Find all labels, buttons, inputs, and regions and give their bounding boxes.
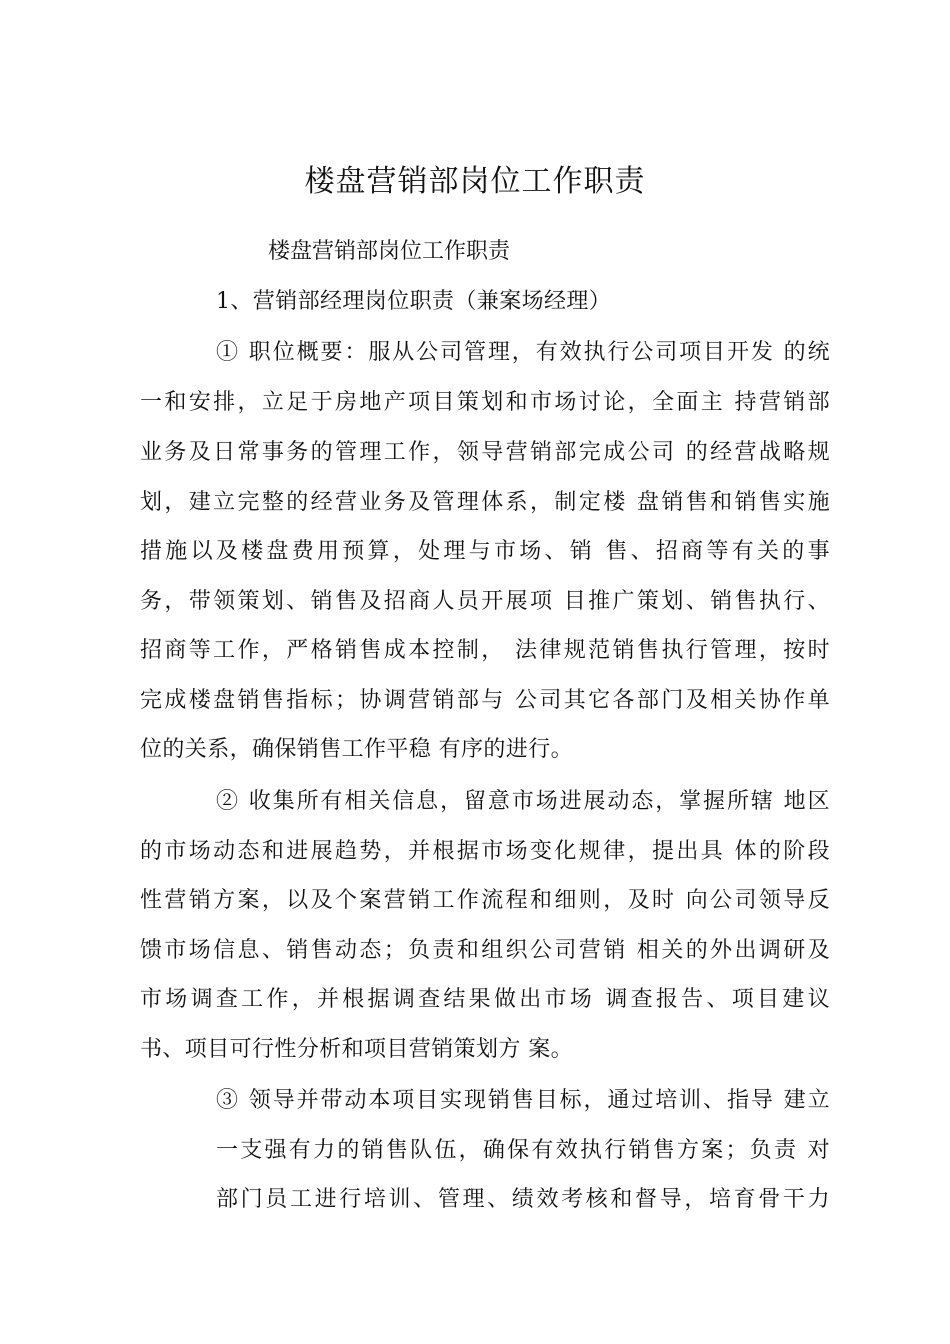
paragraph-2-line-2: 的市场动态和进展趋势，并根据市场变化规律，提出具 体的阶段 — [140, 839, 830, 864]
paragraph-2-line-5: 市场调查工作，并根据调查结果做出市场 调查报告、项目建议 — [140, 987, 830, 1012]
paragraph-1-line-7: 招商等工作，严格销售成本控制， 法律规范销售执行管理，按时 — [140, 638, 830, 663]
paragraph-3-line-2: 一支强有力的销售队伍，确保有效执行销售方案；负责 对 — [216, 1138, 830, 1163]
paragraph-3-line-1: ③ 领导并带动本项目实现销售目标，通过培训、指导 建立 — [216, 1088, 830, 1113]
paragraph-2-line-4: 馈市场信息、销售动态；负责和组织公司营销 相关的外出调研及 — [140, 938, 830, 963]
paragraph-2-line-6: 书、项目可行性分析和项目营销策划方 案。 — [140, 1037, 573, 1062]
paragraph-1-line-2: 一和安排，立足于房地产项目策划和市场讨论，全面主 持营销部 — [140, 390, 830, 415]
section-heading: 1、营销部经理岗位职责（兼案场经理） — [216, 289, 612, 314]
paragraph-1-line-9: 位的关系，确保销售工作平稳 有序的进行。 — [140, 737, 573, 762]
paragraph-1-line-4: 划，建立完整的经营业务及管理体系，制定楼 盘销售和销售实施 — [140, 490, 830, 515]
paragraph-2-line-3: 性营销方案，以及个案营销工作流程和细则，及时 向公司领导反 — [140, 888, 830, 913]
paragraph-1-line-5: 措施以及楼盘费用预算，处理与市场、销 售、招商等有关的事 — [140, 539, 830, 564]
document-title: 楼盘营销部岗位工作职责 — [304, 164, 646, 199]
paragraph-1-line-6: 务，带领策划、销售及招商人员开展项 目推广策划、销售执行、 — [140, 589, 830, 614]
paragraph-2-line-1: ② 收集所有相关信息，留意市场进展动态，掌握所辖 地区 — [216, 789, 830, 814]
paragraph-1-line-8: 完成楼盘销售指标；协调营销部与 公司其它各部门及相关协作单 — [140, 688, 830, 713]
document-subtitle: 楼盘营销部岗位工作职责 — [268, 239, 511, 264]
paragraph-1-line-3: 业务及日常事务的管理工作，领导营销部完成公司 的经营战略规 — [140, 440, 830, 465]
paragraph-3-line-3: 部门员工进行培训、管理、绩效考核和督导，培育骨干力 — [216, 1187, 830, 1212]
paragraph-1-line-1: ① 职位概要：服从公司管理，有效执行公司项目开发 的统 — [216, 340, 830, 365]
